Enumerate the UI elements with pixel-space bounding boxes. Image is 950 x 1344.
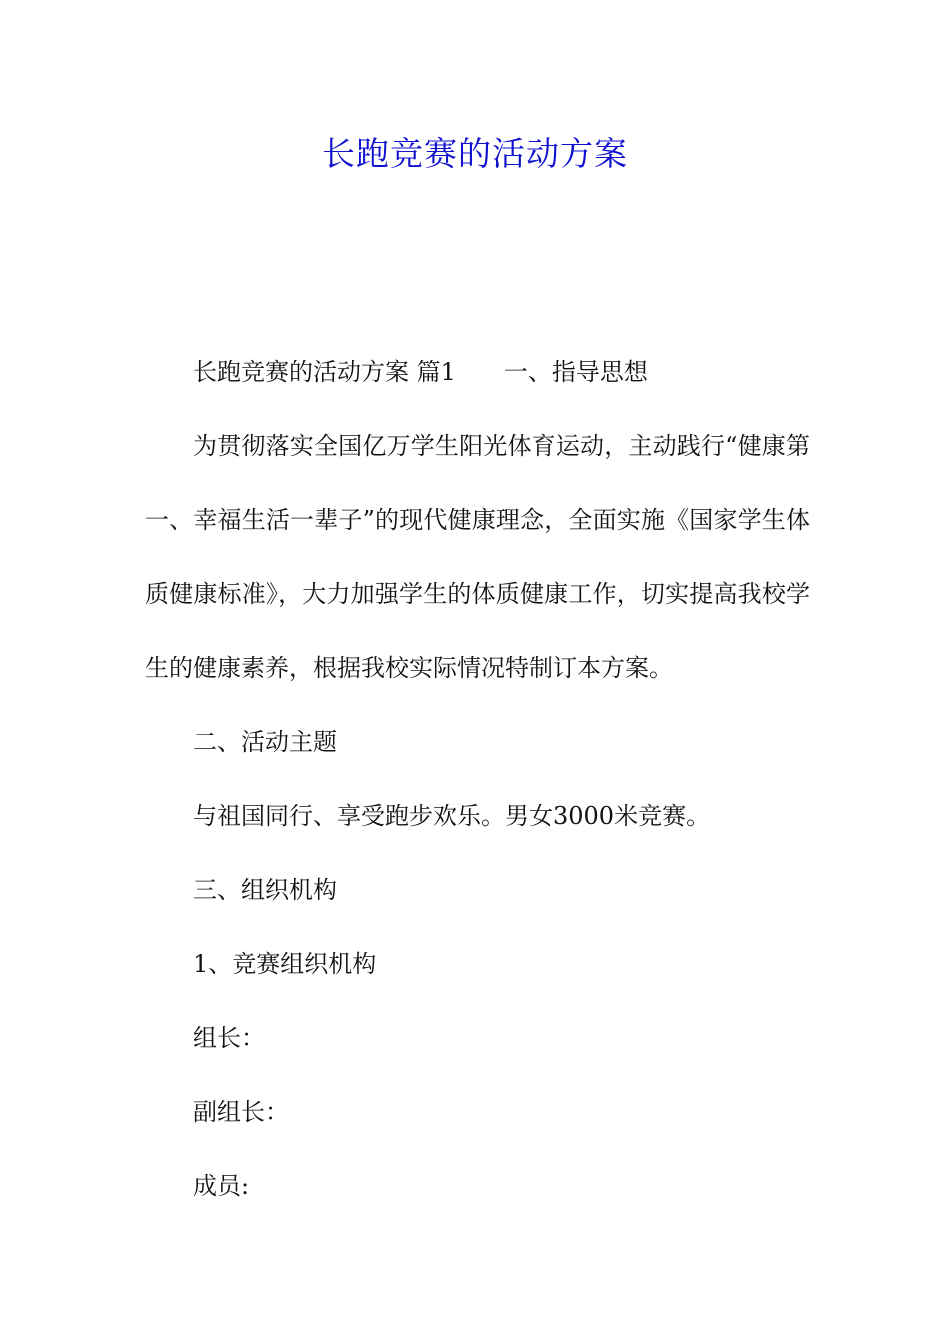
section1-heading: 一、指导思想 xyxy=(503,358,648,386)
intro-label: 长跑竞赛的活动方案 篇1 xyxy=(193,358,456,386)
section1-body: 为贯彻落实全国亿万学生阳光体育运动，主动践行“健康第一、幸福生活一辈子”的现代健康理念，全面实施《国家学生体质健康标准》，大力加强学生的体质健康工作，切实提高我校学生的健康素养，根据我校实际情况特制订本方案。 xyxy=(145,432,810,682)
section2-body: 与祖国同行、享受跑步欢乐。男女3000米竞赛。 xyxy=(193,802,711,830)
leader-label: 组长： xyxy=(193,1024,265,1052)
section2-heading: 二、活动主题 xyxy=(193,728,337,756)
members-label: 成员: xyxy=(193,1172,250,1200)
deputy-leader-label: 副组长： xyxy=(193,1098,289,1126)
section3-heading: 三、组织机构 xyxy=(193,876,337,904)
document-title: 长跑竞赛的活动方案 xyxy=(322,134,628,173)
subsection1-heading: 1、竞赛组织机构 xyxy=(193,950,377,978)
document-body xyxy=(145,335,810,1223)
intro-line xyxy=(145,335,810,409)
